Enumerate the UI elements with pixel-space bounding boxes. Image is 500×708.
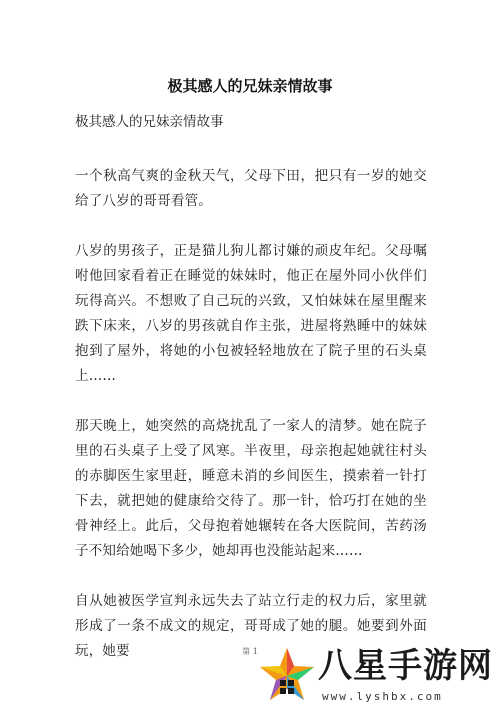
paragraph-1: 一个秋高气爽的金秋天气，父母下田，把只有一岁的她交给了八岁的哥哥看管。 <box>75 168 427 209</box>
document-subtitle: 极其感人的兄妹亲情故事 <box>75 114 224 130</box>
page-number: 第 1 <box>242 647 258 656</box>
watermark-brand-text: 八星手游网 <box>318 646 493 686</box>
paragraph-4: 自从她被医学宣判永远失去了站立行走的权力后，家里就形成了一条不成文的规定，哥哥成了她的腿。她要到外面玩，她要 <box>75 593 427 659</box>
paragraph-3: 那天晚上，她突然的高烧扰乱了一家人的清梦。她在院子里的石头桌子上受了风寒。半夜里，母亲抱起她就往村头的赤脚医生家里赶，睡意未消的乡间医生，摸索着一针打下去，就把她的健康给交待了。那一针，恰巧打在她的坐骨神经上。此后，父母抱着她辗转在各大医院间，苦药汤子不知给她喝下多少，她却再也没能站起来…… <box>75 418 427 559</box>
document-title: 极其感人的兄妹亲情故事 <box>167 77 333 95</box>
paragraph-2: 八岁的男孩子，正是猫儿狗儿都讨嫌的顽皮年纪。父母嘱咐他回家看着正在睡觉的妹妹时，他正在屋外同小伙伴们玩得高兴。不想败了自己玩的兴致，又怕妹妹在屋里醒来跌下床来，八岁的男孩就自作主张，进屋将熟睡中的妹妹抱到了屋外，将她的小包被轻轻地放在了院子里的石头桌上…… <box>75 243 427 384</box>
watermark-url-text: www.lyshbx.com <box>322 690 443 703</box>
document-body <box>75 164 427 689</box>
colorful-star-logo-icon <box>258 646 316 704</box>
site-watermark <box>252 640 500 708</box>
